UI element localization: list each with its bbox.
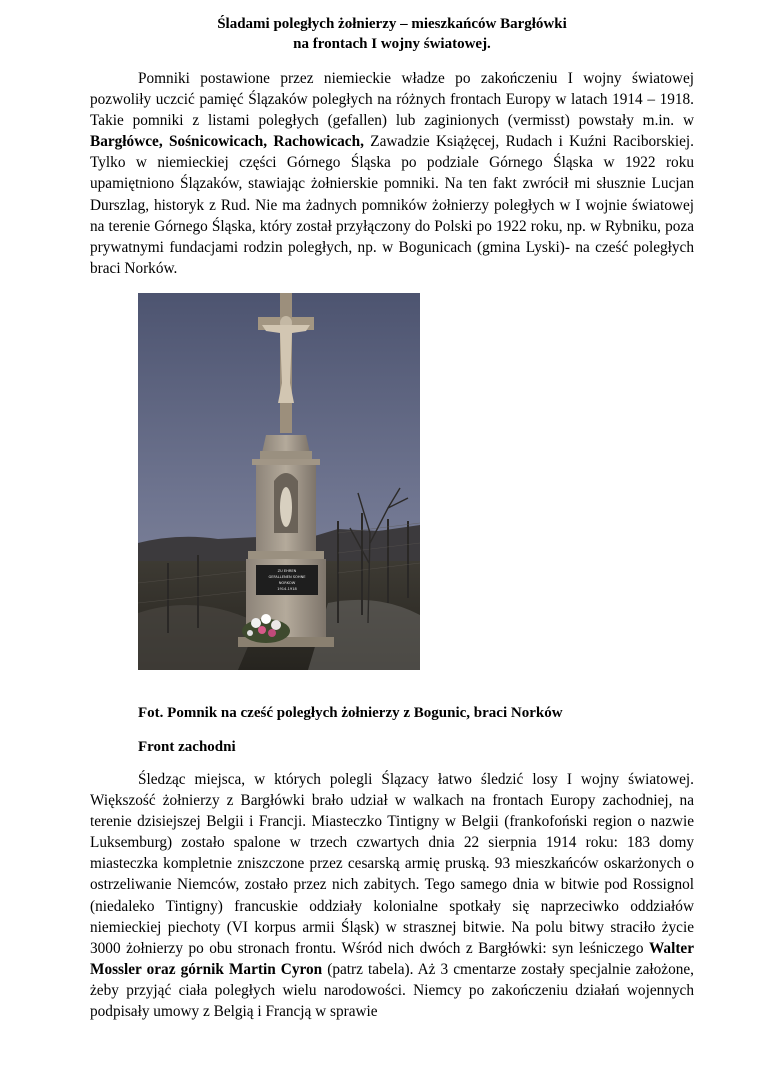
title-line-1: Śladami poległych żołnierzy – mieszkańców Bargłówki [217,16,567,32]
plaque-line-1: ZU EHREN [277,569,297,573]
paragraph-western-front-text-2: (patrz tabela). Aż 3 cmentarze zostały specjalnie założone, żeby przyjąć ciała poległych wielu narodowości. Niemcy po zakończeniu działań wojennych podpisały umowy z Belgią i Francją w sprawie [90,960,694,1021]
plaque-line-4: 1914-1918 [277,587,297,591]
paragraph-western-front-bold-names: Walter Mossler oraz górnik Martin Cyron [90,939,694,978]
paragraph-western-front-text-1: Śledząc miejsca, w których polegli Ślązacy łatwo śledzić losy I wojny światowej. Większość żołnierzy z Bargłówki brało udział w walkach na frontach Europy zachodniej, na terenie dzisiejszej Belgii i Francji. Miasteczko Tintigny w Belgii (frankofoński region o nazwie Luksemburg) zostało spalone w trzech czwartych dnia 22 sierpnia 1914 roku: 183 domy miasteczka kompletnie zniszczone przez cesarską armię pruską. 93 mieszkańców oskarżonych o ostrzeliwanie Niemców, zostało przez nich zabitych. Tego samego dnia w bitwie pod Rossignol (niedaleko Tintigny) francuskie oddziały kolonialne spotkały się naprzeciwko oddziałów niemieckiej piechoty (VI korpus armii Śląsk) w strasznej bitwie. Na polu bitwy straciło życie 3000 żołnierzy po obu stronach frontu. Wśród nich dwóch z Bargłówki: syn leśniczego [90,771,694,957]
document-title [90,14,694,54]
paragraph-western-front [90,769,694,1022]
monument-photo [138,293,420,670]
plaque-line-3: NORKOW [278,581,296,585]
plaque-line-2: GEFALLENEN SOHNE [268,575,306,579]
paragraph-intro-bold-places: Bargłówce, Sośnicowicach, Rachowicach, [90,133,364,151]
title-line-2: na frontach I wojny światowej. [293,36,491,52]
paragraph-intro [90,68,694,279]
photo-caption: Fot. Pomnik na cześć poległych żołnierzy z Bogunic, braci Norków [138,705,563,721]
paragraph-intro-text-2: Zawadzie Książęcej, Rudach i Kuźni Raciborskiej. Tylko w niemieckiej części Górnego Śląska po podziale Górnego Śląska w 1922 roku upamiętniono Ślązaków, stawiając żołnierskie pomniki. Na ten fakt zwrócił mi słusznie Lucjan Durszlag, historyk z Rud. Nie ma żadnych pomników żołnierzy poległych w I wojnie światowej na terenie Górnego Śląska, który został przyłączony do Polski po 1922 roku, np. w Rybniku, poza prywatnymi fundacjami rodzin poległych, np. w Bogunicach (gmina Lyski)- na cześć poległych braci Norków. [90,133,694,277]
paragraph-intro-text-1: Pomniki postawione przez niemieckie władze po zakończeniu I wojny światowej pozwoliły uczcić pamięć Ślązaków poległych na różnych frontach Europy w latach 1914 – 1918. Takie pomniki z listami poległych (gefallen) lub zaginionych (vermisst) powstały m.in. w [90,70,694,130]
section-heading: Front zachodni [138,739,236,755]
